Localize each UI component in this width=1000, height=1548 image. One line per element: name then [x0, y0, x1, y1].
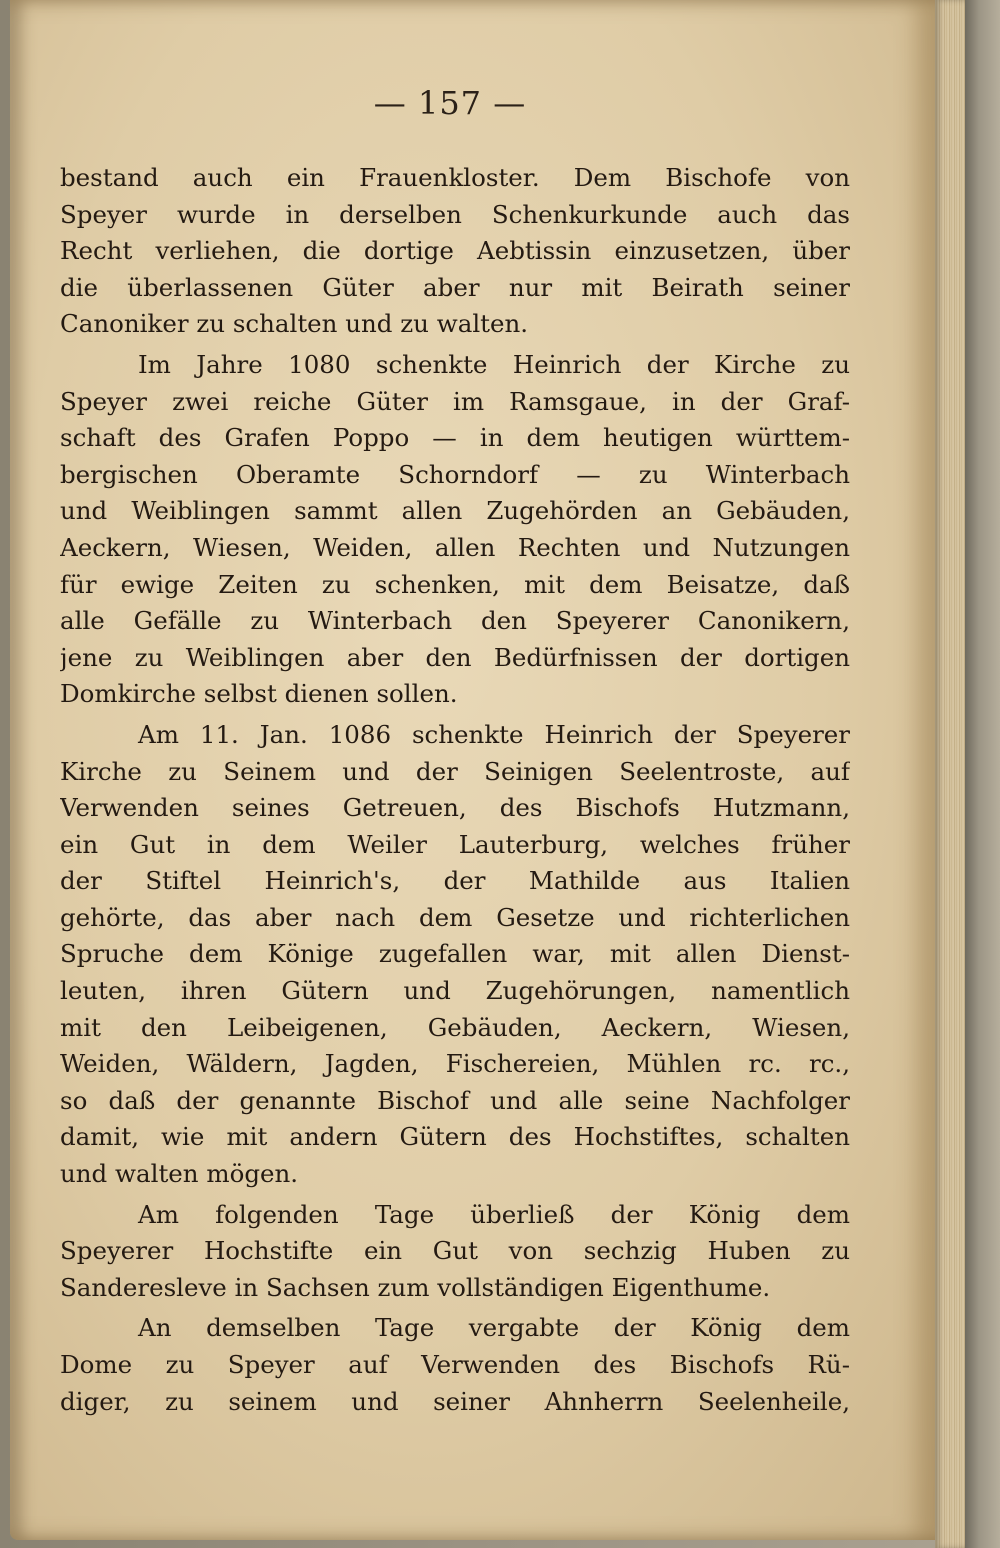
paragraph — [60, 717, 850, 1193]
text-line: Speyer zwei reiche Güter im Ramsgaue, in der Graf- — [60, 386, 850, 416]
text-line: Spruche dem Könige zugefallen war, mit allen Dienst- — [60, 939, 850, 969]
book-cover — [965, 0, 1000, 1548]
text-line: die überlassenen Güter aber nur mit Beirath seiner — [60, 272, 850, 302]
text-line: bergischen Oberamte Schorndorf — zu Winterbach — [60, 459, 850, 489]
page-number: — 157 — — [373, 84, 527, 122]
text-line: Speyerer Hochstifte ein Gut von sechzig Huben zu — [60, 1236, 850, 1266]
body-text — [60, 160, 850, 1420]
text-line: Weiden, Wäldern, Jagden, Fischereien, Mühlen rc. rc., — [60, 1049, 850, 1079]
page-edges — [935, 0, 965, 1548]
text-line: der Stiftel Heinrich's, der Mathilde aus Italien — [60, 866, 850, 896]
text-line: so daß der genannte Bischof und alle seine Nachfolger — [60, 1085, 850, 1115]
text-line: bestand auch ein Frauenkloster. Dem Bischofe von — [60, 163, 850, 192]
text-line: An demselben Tage vergabte der König dem — [138, 1313, 850, 1343]
paragraph — [60, 1310, 850, 1420]
paragraph — [60, 1197, 850, 1307]
text-line: damit, wie mit andern Gütern des Hochstiftes, schalten — [60, 1122, 850, 1152]
text-line: jene zu Weiblingen aber den Bedürfnissen der dortigen — [60, 642, 850, 672]
text-line: und walten mögen. — [60, 1159, 299, 1189]
text-line: Domkirche selbst dienen sollen. — [60, 679, 458, 709]
text-line: Kirche zu Seinem und der Seinigen Seelentroste, auf — [60, 756, 850, 786]
text-line: ein Gut in dem Weiler Lauterburg, welches früher — [60, 829, 850, 859]
text-line: für ewige Zeiten zu schenken, mit dem Beisatze, daß — [60, 569, 850, 599]
text-line: Canoniker zu schalten und zu walten. — [60, 309, 529, 339]
text-line: gehörte, das aber nach dem Gesetze und richterlichen — [60, 902, 850, 932]
text-line: Verwenden seines Getreuen, des Bischofs Hutzmann, — [60, 793, 850, 823]
paragraph — [60, 160, 850, 343]
text-line: alle Gefälle zu Winterbach den Speyerer Canonikern, — [60, 606, 850, 636]
text-line: Im Jahre 1080 schenkte Heinrich der Kirche zu — [138, 349, 850, 379]
text-line: Dome zu Speyer auf Verwenden des Bischofs Rü- — [60, 1350, 850, 1379]
text-line: Aeckern, Wiesen, Weiden, allen Rechten und Nutzungen — [60, 532, 850, 562]
text-line: schaft des Grafen Poppo — in dem heutigen württem- — [60, 423, 850, 453]
text-line: Am 11. Jan. 1086 schenkte Heinrich der Speyerer — [138, 719, 850, 749]
text-line: leuten, ihren Gütern und Zugehörungen, namentlich — [60, 976, 850, 1006]
text-line: Am folgenden Tage überließ der König dem — [138, 1199, 850, 1229]
text-line: mit den Leibeigenen, Gebäuden, Aeckern, Wiesen, — [60, 1012, 850, 1042]
text-line: Sanderesleve in Sachsen zum vollständigen Eigenthume. — [60, 1272, 771, 1302]
text-line: Recht verliehen, die dortige Aebtissin einzusetzen, über — [60, 236, 850, 266]
paragraph — [60, 347, 850, 713]
text-line: und Weiblingen sammt allen Zugehörden an Gebäuden, — [60, 496, 850, 526]
text-line: diger, zu seinem und seiner Ahnherrn Seelenheile, — [60, 1386, 850, 1416]
text-line: Speyer wurde in derselben Schenkurkunde auch das — [60, 199, 850, 229]
